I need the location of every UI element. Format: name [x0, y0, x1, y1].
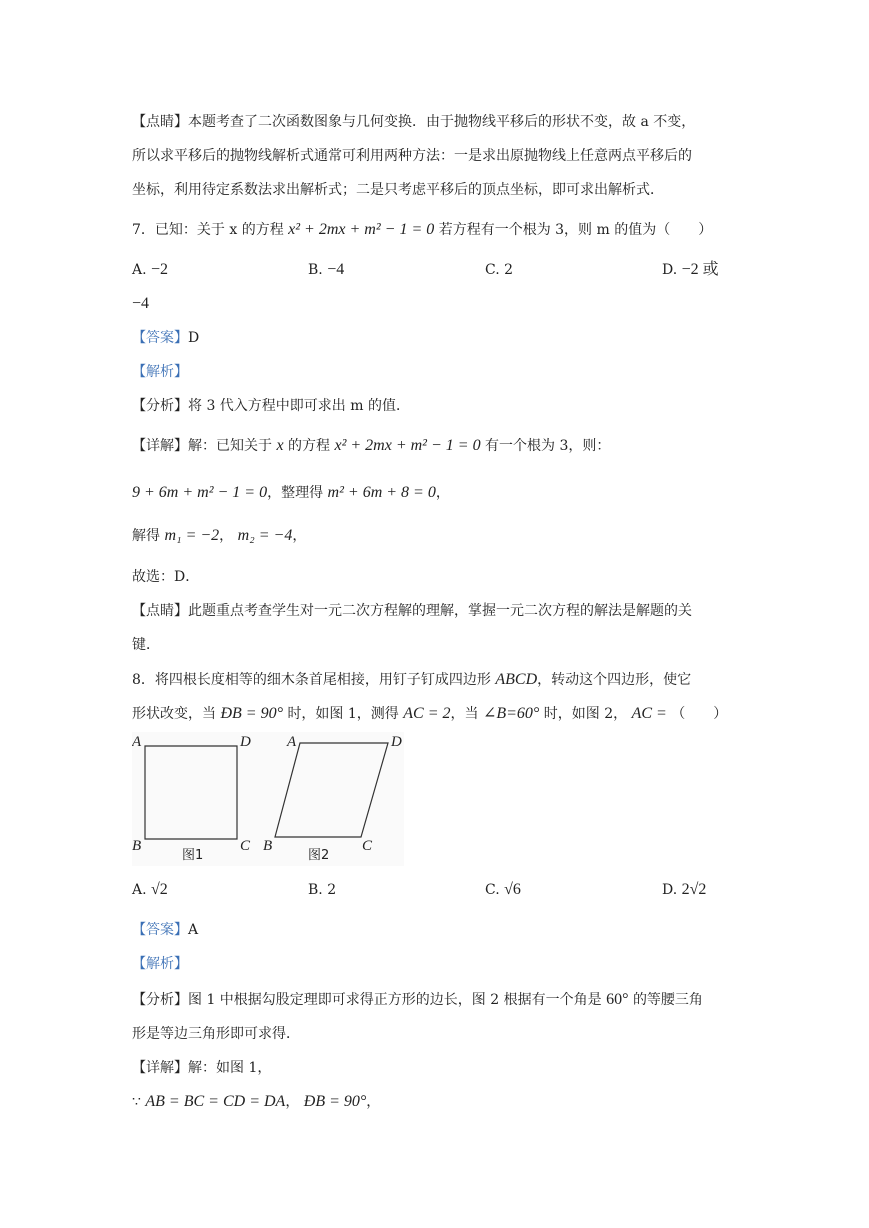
- fig2-label-a: A: [287, 734, 297, 750]
- q7-xiangjie-equation: x² + 2mx + m² − 1 = 0: [334, 437, 481, 454]
- q8-fenxi-2: 形是等边三角形即可求得．: [132, 1026, 300, 1042]
- q8-stem-2: 形状改变，当 ÐB = 90° 时，如图 1，测得 AC = 2，当 ∠B=60° 时，如图 2， AC = （ ）: [132, 705, 728, 722]
- answer-tag: 【答案】: [132, 330, 188, 346]
- q7-stem: [132, 220, 712, 240]
- q8-option-c: C. √6: [485, 881, 521, 898]
- q8-because-line: ∵ AB = BC = CD = DA， ÐB = 90°，: [132, 1093, 381, 1110]
- q7-answer: [132, 328, 199, 348]
- q7-option-d: D. −2 或: [662, 261, 719, 278]
- fig1-label-b: B: [132, 838, 142, 854]
- q7-option-b: B. −4: [308, 261, 345, 278]
- q8-option-a: A. √2: [132, 881, 168, 898]
- q8-figure: [132, 732, 404, 866]
- q7-dianjing-2: 键．: [132, 637, 160, 653]
- q7-xiangjie: 【详解】解：已知关于 x 的方程 x² + 2mx + m² − 1 = 0 有一个根为 3，则：: [132, 437, 611, 454]
- dianjing-line-1: 【点睛】本题考查了二次函数图象与几何变换．由于抛物线平移后的形状不变，故 a 不变，: [132, 114, 696, 130]
- q8-answer: [132, 920, 198, 940]
- fig2-label-c: C: [362, 838, 373, 854]
- q7-option-c: C. 2: [485, 262, 514, 278]
- answer-tag: 【答案】: [132, 922, 188, 938]
- q7-stem-a: 7．已知：关于 x 的方程: [132, 222, 284, 238]
- fig1-label-a: A: [132, 734, 142, 750]
- q7-fenxi: 【分析】将 3 代入方程中即可求出 m 的值．: [132, 398, 410, 414]
- q7-dianjing-1: 【点睛】此题重点考查学生对一元二次方程解的理解，掌握一元二次方程的解法是解题的关: [132, 603, 692, 619]
- fig1-label-c: C: [240, 838, 251, 854]
- q8-option-b: B. 2: [308, 882, 337, 898]
- fig2-label-d: D: [391, 734, 402, 750]
- q8-option-d: D. 2√2: [662, 881, 707, 898]
- q7-equation: x² + 2mx + m² − 1 = 0: [288, 221, 435, 238]
- q8-jiexi-tag: 【解析】: [132, 956, 188, 972]
- fig2-caption: 图2: [308, 848, 330, 863]
- fig1-caption: 图1: [182, 848, 204, 863]
- q8-figure-svg: [132, 732, 404, 866]
- q7-option-a: A. −2: [132, 261, 169, 278]
- q7-step1: 9 + 6m + m² − 1 = 0，整理得 m² + 6m + 8 = 0，: [132, 484, 450, 501]
- q7-conclusion: 故选：D．: [132, 569, 200, 585]
- q7-jiexi-tag: 【解析】: [132, 364, 188, 380]
- q7-stem-b: 若方程有一个根为 3，则 m 的值为（ ）: [438, 222, 713, 238]
- fig2-label-b: B: [263, 838, 273, 854]
- q7-option-d-wrap: −4: [132, 295, 150, 312]
- answer-value: A: [188, 922, 199, 938]
- q7-step2: 解得 m₁ = −2， m₂ = −4，: [132, 527, 307, 544]
- dianjing-line-2: 所以求平移后的抛物线解析式通常可利用两种方法：一是求出原抛物线上任意两点平移后的: [132, 148, 692, 164]
- fig1-label-d: D: [240, 734, 251, 750]
- q8-xiangjie: 【详解】解：如图 1，: [132, 1060, 272, 1076]
- q8-fenxi-1: 【分析】图 1 中根据勾股定理即可求得正方形的边长，图 2 根据有一个角是 60° 的等腰三角: [132, 991, 703, 1008]
- dianjing-line-3: 坐标，利用待定系数法求出解析式；二是只考虑平移后的顶点坐标，即可求出解析式．: [132, 182, 664, 198]
- answer-value: D: [188, 330, 200, 346]
- q8-stem-1: 8．将四根长度相等的细木条首尾相接，用钉子钉成四边形 ABCD，转动这个四边形，使它: [132, 671, 692, 688]
